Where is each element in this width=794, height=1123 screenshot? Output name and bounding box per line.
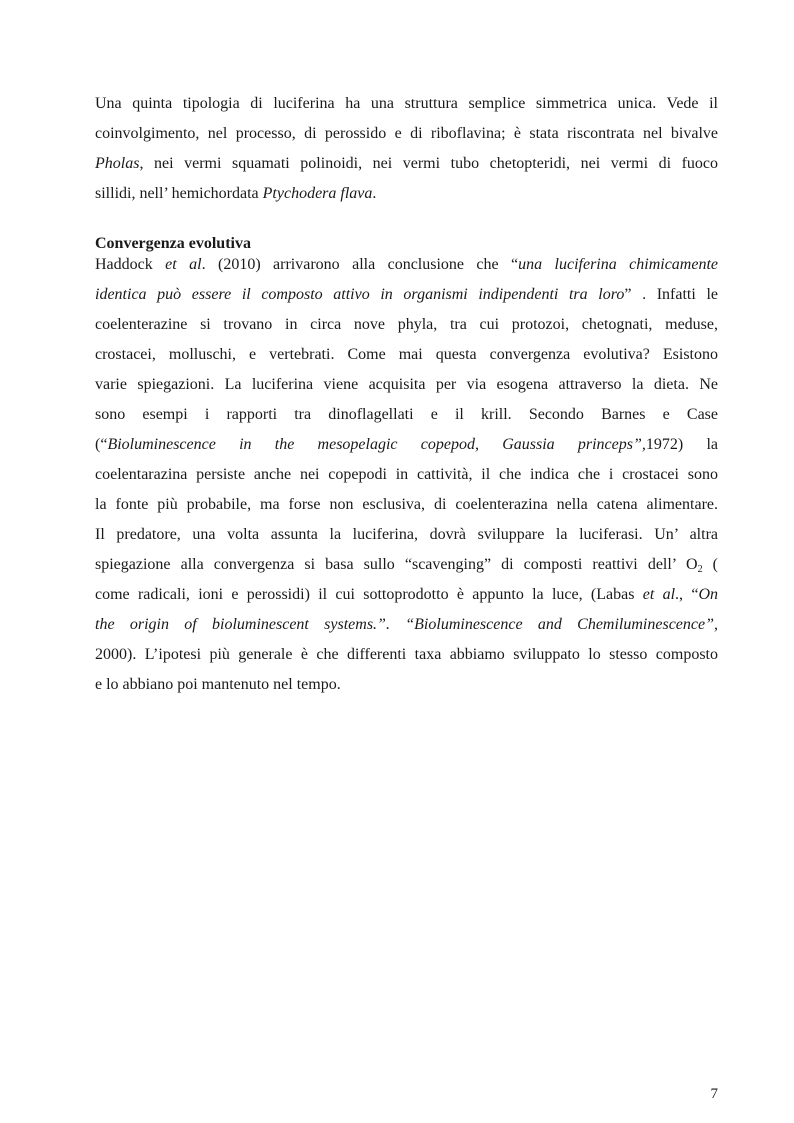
text-line: spiegazione alla convergenza si basa sullo “scavenging” di composti reattivi dell’ $O_2$ ( bbox=[95, 556, 719, 575]
text-line: sono esempi i rapporti tra dinoflagellati e il krill. Secondo Barnes e Case bbox=[95, 406, 718, 423]
text-line: Una quinta tipologia di luciferina ha una struttura semplice simmetrica unica. Vede il bbox=[95, 95, 718, 112]
text-line: the origin of bioluminescent systems.”. “Bioluminescence and Chemiluminescence”, bbox=[95, 616, 718, 633]
page-number: 7 bbox=[710, 1086, 718, 1102]
paragraph-convergenza bbox=[95, 250, 718, 700]
section-heading: Convergenza evolutiva bbox=[95, 235, 251, 252]
text-line: Pholas, nei vermi squamati polinoidi, nei vermi tubo chetopteridi, nei vermi di fuoco bbox=[95, 155, 718, 172]
text-line: la fonte più probabile, ma forse non esclusiva, di coelenterazina nella catena alimentare. bbox=[95, 496, 718, 513]
text-line: (“Bioluminescence in the mesopelagic copepod, Gaussia princeps”,1972) la bbox=[95, 436, 719, 453]
text-line: Il predatore, una volta assunta la luciferina, dovrà sviluppare la luciferasi. Un’ altra bbox=[95, 526, 718, 543]
text-line: come radicali, ioni e perossidi) il cui sottoprodotto è appunto la luce, (Labas et al., “On bbox=[95, 586, 718, 603]
subscript: 2 bbox=[697, 564, 703, 575]
text-line: 2000). L’ipotesi più generale è che differenti taxa abbiamo sviluppato lo stesso composto bbox=[95, 646, 718, 663]
text-line: varie spiegazioni. La luciferina viene acquisita per via esogena attraverso la dieta. Ne bbox=[95, 376, 718, 393]
text-line: identica può essere il composto attivo in organismi indipendenti tra loro” . Infatti le bbox=[95, 286, 718, 303]
paragraph-luciferina-quinta bbox=[95, 89, 718, 209]
text-line: e lo abbiano poi mantenuto nel tempo. bbox=[95, 676, 341, 693]
text-line: coelentarazina persiste anche nei copepodi in cattività, il che indica che i crostacei sono bbox=[95, 466, 718, 483]
text-line: coelenterazine si trovano in circa nove phyla, tra cui protozoi, chetognati, meduse, bbox=[95, 316, 718, 333]
text-line: coinvolgimento, nel processo, di perossido e di riboflavina; è stata riscontrata nel bivalve bbox=[95, 125, 718, 142]
text-line: sillidi, nell’ hemichordata Ptychodera flava. bbox=[95, 185, 377, 202]
text-line: crostacei, molluschi, e vertebrati. Come mai questa convergenza evolutiva? Esistono bbox=[95, 346, 718, 363]
text-line: Haddock et al. (2010) arrivarono alla conclusione che “una luciferina chimicamente bbox=[95, 256, 718, 273]
